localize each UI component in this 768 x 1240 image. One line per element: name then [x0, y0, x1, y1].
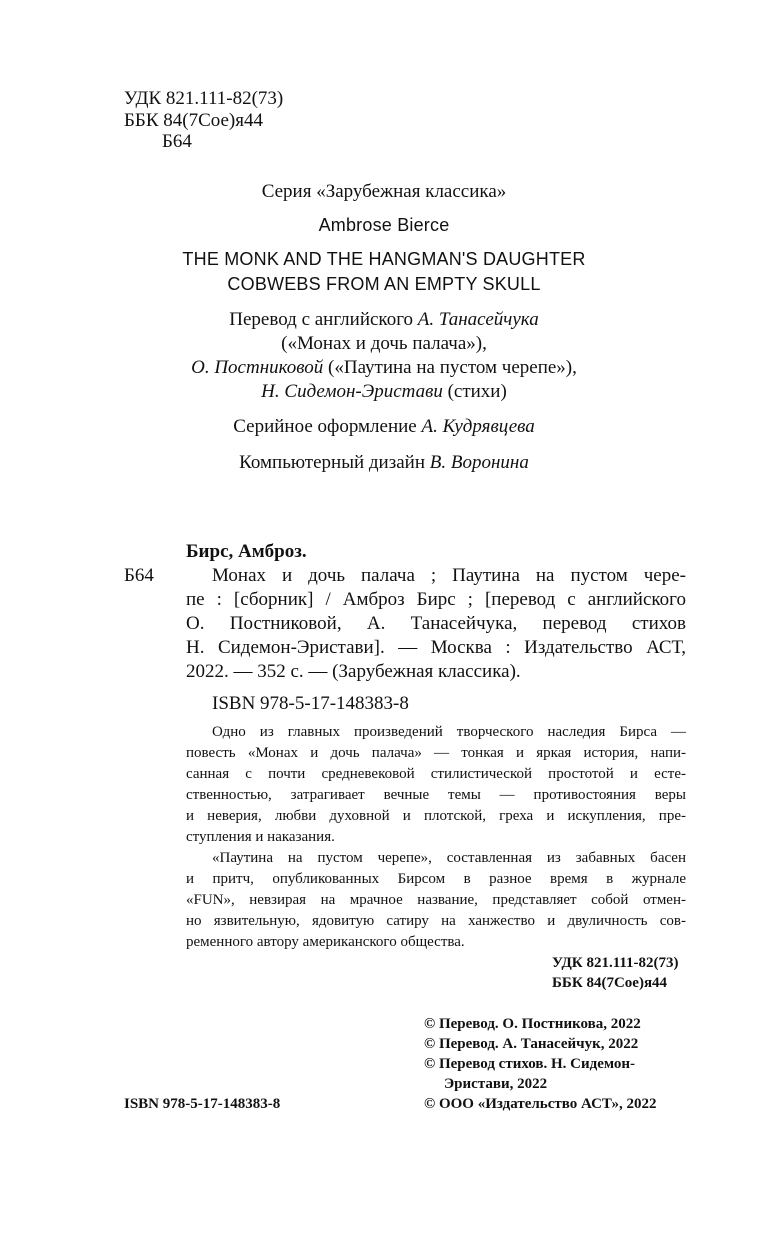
computer-designer-name: В. Воронина	[429, 452, 529, 473]
bib-line-3: О. Постниковой, А. Танасейчука, перевод стихов	[186, 613, 686, 634]
bib-line-2: пе : [сборник] / Амброз Бирс ; [перевод с английского	[186, 589, 686, 610]
bib-line-1: Монах и дочь палача ; Паутина на пустом чере-	[212, 565, 686, 586]
translation-line-4	[0, 381, 768, 403]
copyright-3-cont: Эристави, 2022	[444, 1076, 548, 1092]
series-line: Серия «Зарубежная классика»	[261, 181, 507, 202]
annotation-p1-line-1: Одно из главных произведений творческого наследия Бирса —	[212, 724, 686, 740]
udk-code: УДК 821.111-82(73)	[124, 88, 284, 109]
bbk-code: ББК 84(7Сое)я44	[124, 110, 263, 131]
annotation-p1-line-2: повесть «Монах и дочь палача» — тонкая и яркая история, напи-	[186, 745, 686, 761]
translator-name-3: Н. Сидемон-Эристави	[261, 381, 443, 402]
computer-design-prefix: Компьютерный дизайн	[239, 452, 430, 473]
annotation-p1-line-5: и неверия, любви духовной и плотской, греха и искупления, пре-	[186, 808, 686, 824]
annotation-p1-line-4: ственностью, затрагивает вечные темы — противостояния веры	[186, 787, 686, 803]
annotation-p2-line-3: «FUN», невзирая на мрачное название, представляет собой отмен-	[186, 892, 686, 908]
annotation-p2-line-5: ременного автору американского общества.	[186, 934, 465, 950]
annotation-p2-line-2: и притч, опубликованных Бирсом в разное время в журнале	[186, 871, 686, 887]
series-designer-name: А. Кудрявцева	[421, 416, 535, 437]
original-title-1: THE MONK AND THE HANGMAN'S DAUGHTER	[182, 249, 586, 269]
original-author: Ambrose Bierce	[318, 215, 450, 235]
translation-prefix: Перевод с английского	[229, 309, 418, 330]
series-design-line	[0, 416, 768, 438]
original-title-2: COBWEBS FROM AN EMPTY SKULL	[227, 274, 541, 294]
copyright-3: © Перевод стихов. Н. Сидемон-	[424, 1056, 636, 1072]
computer-design-line	[0, 452, 768, 474]
translation-line-3	[0, 357, 768, 379]
series-design-prefix: Серийное оформление	[233, 416, 422, 437]
bib-line-4: Н. Сидемон-Эристави]. — Москва : Издательство АСТ,	[186, 637, 686, 658]
annotation-p1-line-3: санная с почти средневековой стилистической простотой и есте-	[186, 766, 686, 782]
annotation-p1-line-6: ступления и наказания.	[186, 829, 335, 845]
annotation-p2-line-4: но язвительную, ядовитую сатиру на ханжество и двуличность сов-	[186, 913, 686, 929]
annotation-p2-line-1: «Паутина на пустом черепе», составленная из забавных басен	[212, 850, 686, 866]
translation-line-1	[0, 309, 768, 331]
translation-line-3-rest: («Паутина на пустом черепе»),	[323, 357, 577, 378]
bib-mark: Б64	[124, 565, 154, 586]
bib-line-5: 2022. — 352 с. — (Зарубежная классика).	[186, 661, 521, 682]
bib-isbn: ISBN 978-5-17-148383-8	[212, 693, 409, 714]
translator-name-1: А. Танасейчука	[417, 309, 539, 330]
translation-line-2: («Монах и дочь палача»),	[281, 333, 487, 354]
copyright-1: © Перевод. О. Постникова, 2022	[424, 1016, 641, 1032]
isbn-bottom: ISBN 978-5-17-148383-8	[124, 1096, 281, 1112]
copyright-4: © ООО «Издательство АСТ», 2022	[424, 1096, 657, 1112]
author-mark: Б64	[162, 131, 192, 152]
bbk-code-right: ББК 84(7Сое)я44	[552, 975, 668, 991]
translation-line-4-rest: (стихи)	[442, 381, 507, 402]
udk-code-right: УДК 821.111-82(73)	[552, 955, 679, 971]
bib-author-heading: Бирс, Амброз.	[186, 541, 307, 562]
translator-name-2: О. Постниковой	[191, 357, 324, 378]
copyright-2: © Перевод. А. Танасейчук, 2022	[424, 1036, 639, 1052]
